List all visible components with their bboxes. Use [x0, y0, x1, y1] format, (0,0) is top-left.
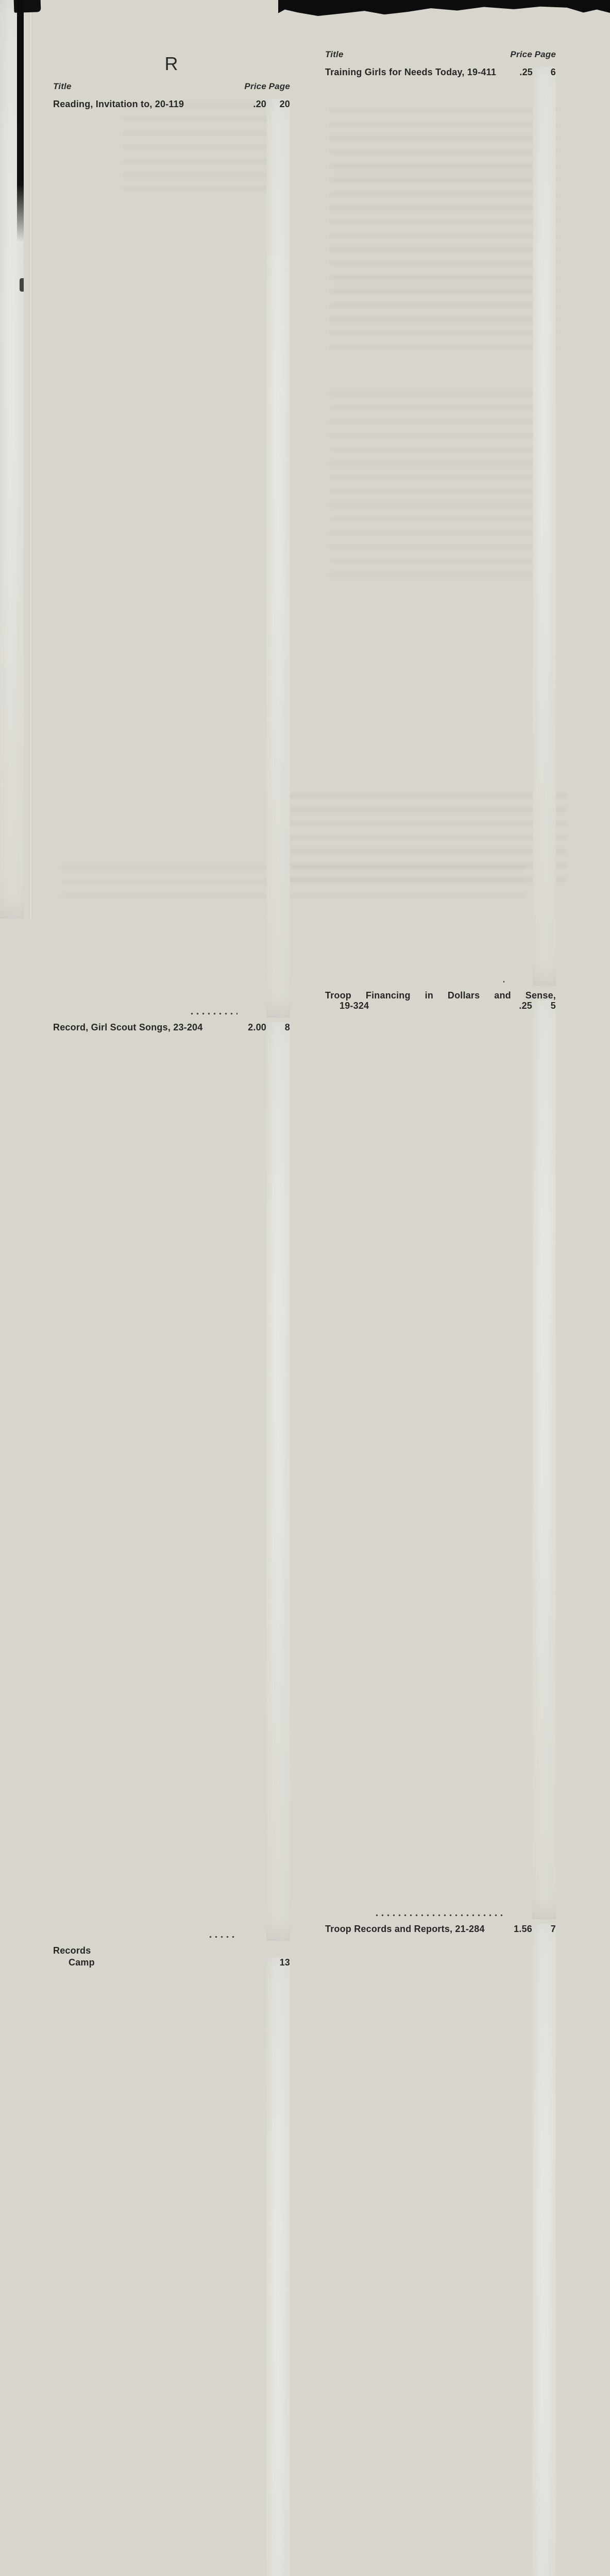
entry-title: Training Girls for Needs Today, 19-411	[325, 67, 497, 77]
entry	[53, 99, 290, 1018]
entry-row	[53, 1957, 290, 2576]
entry-title: Camp	[69, 1957, 95, 1968]
left-column	[53, 54, 290, 2576]
dot-leader	[208, 1936, 238, 1938]
column-header	[325, 49, 556, 60]
entry-title: Troop Records and Reports, 21-284	[325, 1924, 485, 1934]
entry-page: 6	[533, 67, 556, 986]
entry-price: .20	[253, 99, 266, 109]
entry-price: .25	[519, 1001, 532, 1011]
entry-title: Reading, Invitation to, 20-119	[53, 99, 184, 109]
dot-leader	[501, 980, 504, 983]
scan-artifact-right-nub	[20, 278, 24, 292]
entry	[325, 1924, 556, 2576]
entry-title-line: Troop Financing in Dollars and Sense,	[325, 990, 556, 1001]
dot-leader	[374, 1914, 503, 1917]
entry-page: 7	[532, 1924, 556, 2576]
entry-row	[325, 1001, 556, 1919]
entry-page: 13	[266, 1957, 290, 2576]
scan-artifact-right-strip	[17, 0, 24, 242]
right-column	[325, 49, 556, 2576]
entry-page: 8	[266, 1022, 290, 1941]
entry-price: 2.00	[248, 1022, 266, 1032]
entry-row	[53, 99, 290, 1018]
entry-title: Records	[53, 1945, 91, 1956]
entry-row	[325, 1924, 556, 2576]
entry	[325, 67, 556, 986]
dot-leader	[189, 1012, 238, 1015]
entry	[53, 1022, 290, 1941]
entry	[53, 1945, 290, 1956]
entry	[325, 990, 556, 1919]
entry-price: 1.56	[514, 1924, 532, 1934]
entry-price: .25	[519, 67, 533, 77]
section-letter: R	[164, 53, 179, 74]
entry-title: Record, Girl Scout Songs, 23-204	[53, 1022, 203, 1032]
column-header-title: Title	[53, 81, 72, 91]
entry-page: 20	[266, 99, 290, 1018]
entry-page: 5	[532, 1001, 556, 1919]
column-header-title: Title	[325, 49, 344, 59]
paper-crease	[29, 0, 32, 919]
column-header	[53, 81, 290, 92]
entry-row	[325, 67, 556, 986]
column-header-page: Page	[268, 81, 290, 91]
column-header-page: Page	[534, 49, 556, 59]
scan-artifact-top-strip	[278, 0, 610, 16]
entry-title: 19-324	[340, 1001, 369, 1011]
entry-row	[53, 1022, 290, 1941]
entry-row	[53, 1945, 290, 1956]
column-header-price: Price	[244, 81, 266, 91]
entry	[53, 1957, 290, 2576]
column-header-price: Price	[510, 49, 532, 59]
